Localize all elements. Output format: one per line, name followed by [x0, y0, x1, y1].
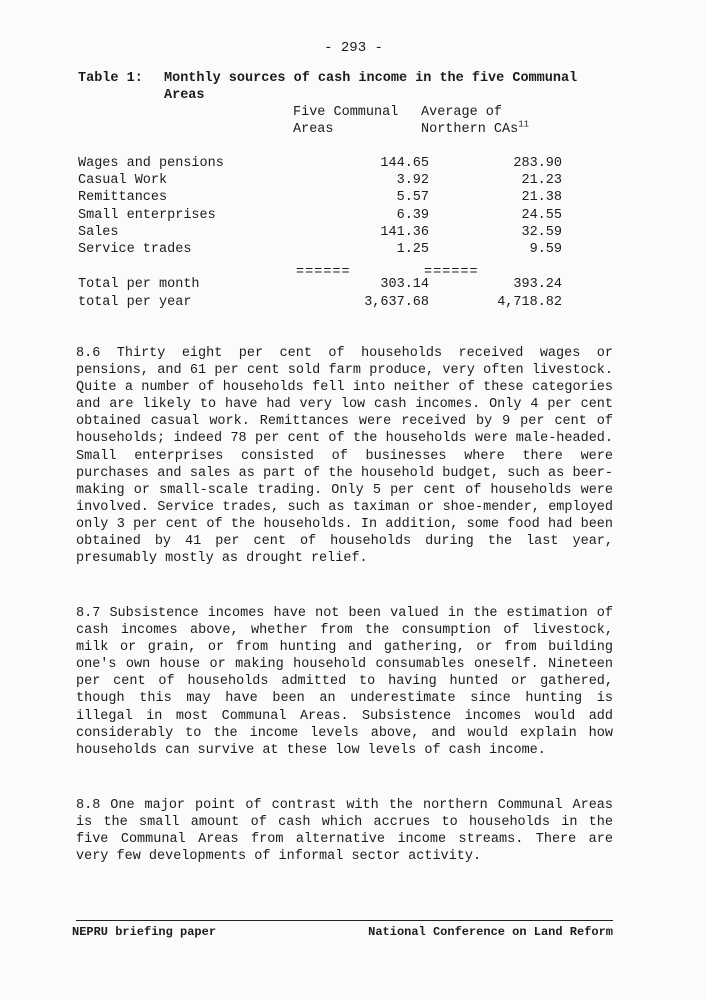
value-five-communal: 144.65 — [380, 156, 429, 171]
value-northern: 21.23 — [521, 173, 562, 189]
page-number: - 293 - — [324, 40, 383, 56]
footer-rule — [76, 920, 613, 921]
footer-right: National Conference on Land Reform — [368, 925, 613, 939]
value-northern: 32.59 — [521, 224, 562, 240]
paragraph-8-8: 8.8 One major point of contrast with the northern Communal Areas is the small amount of cash which accrues to households in the five Communal Areas from alternative income streams. There are very few developments of informal sector activity. — [76, 798, 613, 865]
footnote-ref: 11 — [518, 119, 530, 130]
col1-header-line2: Areas — [293, 122, 334, 137]
value-five-communal: 3.92 — [396, 173, 429, 189]
col1-header-line1: Five Communal — [293, 105, 399, 120]
table-row — [78, 189, 638, 206]
table-row — [78, 155, 638, 172]
col2-header-line1: Average of — [421, 105, 503, 120]
total-row — [78, 294, 638, 311]
row-label: Wages and pensions — [78, 156, 224, 171]
value-northern: 283.90 — [513, 156, 562, 171]
row-label: total per year — [78, 294, 192, 310]
col2-header-line2: Northern CAs — [421, 122, 519, 137]
value-five-communal: 6.39 — [396, 207, 429, 223]
table-row — [78, 224, 638, 241]
value-five-communal: 303.14 — [380, 277, 429, 292]
table-row — [78, 172, 638, 189]
value-northern: 9.59 — [529, 242, 562, 257]
table-row — [78, 207, 638, 224]
total-row — [78, 276, 638, 293]
table-caption — [78, 70, 577, 104]
paragraph-8-7: 8.7 Subsistence incomes have not been valued in the estimation of cash incomes above, whether from the consumption of livestock, milk or grain, or from hunting and gathering, or from building one's own house or making household consumables oneself. Nineteen per cent of households admitted to having hunted or gathered, though this may have been an underestimate since hunting is illegal in most Communal Areas. Subsistence incomes would add considerably to the income levels above, and would explain how households can survive at these low levels of cash income. — [76, 606, 613, 758]
row-label: Remittances — [78, 190, 168, 206]
value-northern: 393.24 — [513, 277, 562, 292]
footer-left: NEPRU briefing paper — [72, 925, 217, 939]
row-label: Sales — [78, 224, 119, 240]
table-row — [78, 241, 638, 258]
row-label: Small enterprises — [78, 207, 216, 223]
row-label: Service trades — [78, 242, 192, 257]
table-label: Table 1: — [78, 71, 143, 86]
separator-col1: ====== — [296, 265, 351, 280]
row-label: Total per month — [78, 277, 200, 292]
value-five-communal: 5.57 — [396, 190, 429, 206]
value-five-communal: 1.25 — [396, 242, 429, 257]
table-title-line2: Areas — [164, 88, 205, 103]
table-title-line1: Monthly sources of cash income in the five Communal — [164, 71, 578, 86]
paragraph-8-6: 8.6 Thirty eight per cent of households received wages or pensions, and 61 per cent sold farm produce, very often livestock. Quite a number of households fell into neither of these categories and are likely to have had very low cash incomes. Only 4 per cent obtained casual work. Remittances were received by 9 per cent of households; indeed 78 per cent of the households were male-headed. Small enterprises consisted of businesses where there were purchases and sales as part of the household budget, such as beer-making or small-scale trading. Only 5 per cent of households were involved. Service trades, such as taximan or shoe-mender, employed only 3 per cent of the households. In addition, some food had been obtained by 41 per cent of households during the last year, presumably mostly as drought relief. — [76, 346, 613, 567]
col2-header — [421, 104, 529, 138]
row-label: Casual Work — [78, 173, 168, 189]
col1-header — [293, 104, 398, 138]
value-five-communal: 141.36 — [380, 224, 429, 240]
value-northern: 24.55 — [521, 207, 562, 223]
value-northern: 4,718.82 — [497, 294, 562, 310]
value-five-communal: 3,637.68 — [364, 294, 429, 310]
value-northern: 21.38 — [521, 190, 562, 206]
separator-col2: ====== — [424, 265, 479, 280]
